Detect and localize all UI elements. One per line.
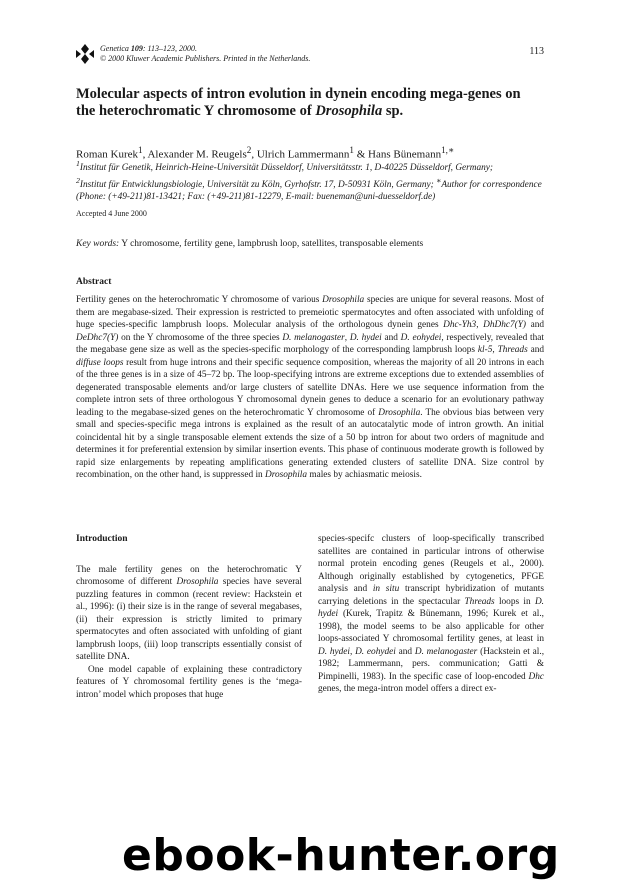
article-title — [76, 86, 546, 120]
introduction-heading: Introduction — [76, 534, 128, 544]
author-kurek: Roman Kurek — [76, 148, 139, 161]
affiliations — [76, 158, 556, 204]
intro-column-right — [318, 533, 544, 696]
affil-1: Institut für Genetik, Heinrich-Heine-Universität Düsseldorf, Universitätsstr. 1, D-40225 Düsseldorf, Germany; — [79, 163, 494, 174]
journal-name: Genetica — [100, 44, 129, 53]
affil-2-marker: 2 — [76, 175, 80, 185]
title-line-2-italic: Drosophila — [315, 103, 383, 119]
correspondence-marker: ∗ — [436, 175, 442, 185]
correspondence: Author for correspondence (Phone: (+49-211)81-13421; Fax: (+49-211)81-12279, E-mail: bueneman@uni-duesseldorf.de) — [76, 179, 542, 203]
keywords-text: Y chromosome, fertility gene, lampbrush loop, satellites, transposable elements — [119, 239, 424, 249]
intro-column-left — [76, 533, 302, 701]
journal-pages: : 113–123, 2000. — [142, 44, 197, 53]
author-lammermann: , Ulrich Lammermann — [251, 148, 350, 161]
author-reugels: , Alexander M. Reugels — [142, 148, 247, 161]
title-line-2-post: sp. — [382, 103, 404, 119]
title-line-2-pre: the heterochromatic Y chromosome of — [76, 103, 316, 119]
affil-2: Institut für Entwicklungsbiologie, Universität zu Köln, Gyrhofstr. 17, D-50931 Köln, Germany; — [79, 179, 437, 190]
accepted-date: Accepted 4 June 2000 — [76, 209, 147, 218]
abstract-body: Fertility genes on the heterochromatic Y chromosome of various Drosophila species are unique for several reasons. Most of them are megabase-sized. Their expression is restricted to premeiotic spermatocytes and often associated with unfolding of huge species-specific lampbrush loops. Molecular analysis of the orthologous dynein genes Dhc-Yh3, DhDhc7(Y) and DeDhc7(Y) on the Y chromosome of the three species D. melanogaster, D. hydei and D. eohydei, respectively, revealed that the megabase gene size as well as the species-specific morphology of the corresponding lampbrush loops kl-5, Threads and diffuse loops result from huge introns and their specific sequence composition, whereas the majority of all 20 introns in each of the three genes is in a size of 45–72 bp. The loop-specifying introns are extreme exceptions due to extended assemblies of degenerated transposable elements and/or large clusters of satellite DNAs. Here we use sequence information from the complete intron sets of three orthologous Y chromosomal dynein genes to deduce a scenario for an evolutionary pathway leading to the megabase-sized genes on the heterochromatic Y chromosome of Drosophila. The obvious bias between very small and species-specific mega introns is explained as the result of an autocatalytic mode of intron growth. An initial coincidental hit by a single transposable element extends the size of a 50 bp intron for about two orders of magnitude and determines it for preferential extension by similar insertion events. This phase of continuous moderate growth is followed by rapid size enlargements by repeating amplifications generating extended clusters of satellite DNA. Size control by recombination, on the other hand, is suppressed in Drosophila males by achiasmatic meiosis. — [76, 295, 545, 480]
journal-volume: 109 — [130, 44, 143, 53]
copyright-line: © 2000 Kluwer Academic Publishers. Printed in the Netherlands. — [100, 54, 311, 63]
keywords — [76, 239, 423, 249]
page-number: 113 — [529, 46, 544, 57]
intro-paragraph-2-continued: species-specifc clusters of loop-specifically transcribed satellites are contained in particular introns of otherwise normal protein encoding genes (Reugels et al., 2000). Although originally established by cytogenetics, PFGE analysis and in situ transcript hybridization of mutants carrying deletions in the spectacular Threads loops in D. hydei (Kurek, Trapitz & Bünemann, 1996; Kurek et al., 1998), the model seems to be also applicable for other loops-associated Y chromosomal fertility genes, at least in D. hydei, D. eohydei and D. melanogaster (Hackstein et al., 1982; Lammermann, pers. communication; Gatti & Pimpinelli, 1983). In the specific case of loop-encoded Dhc genes, the mega-intron model offers a direct ex- — [318, 534, 545, 694]
author-lammermann-affil: 1 — [349, 145, 354, 155]
intro-paragraph-1: The male fertility genes on the heterochromatic Y chromosome of different Drosophila species have several puzzling features in common (recent review: Hackstein et al., 1996): (i) their size is in the range of several megabases, (ii) their expression is strictly limited to primary spermatocytes and often associated with unfolding of giant lampbrush loops, (iii) loop transcripts essentially consist of satellite DNA. — [76, 564, 302, 662]
author-bunemann-affil: 1,∗ — [441, 145, 455, 155]
publisher-logo-icon — [76, 44, 94, 64]
affil-1-marker: 1 — [76, 159, 80, 168]
intro-paragraph-2: One model capable of explaining these contradictory features of Y chromosomal fertility genes is the ‘mega-intron’ model which proposes that huge — [76, 664, 302, 700]
abstract-heading: Abstract — [76, 277, 112, 287]
journal-citation — [100, 44, 310, 64]
keywords-label: Key words: — [76, 239, 120, 249]
watermark: ebook-hunter.org — [122, 830, 560, 881]
author-kurek-affil: 1 — [138, 145, 143, 155]
title-line-1: Molecular aspects of intron evolution in dynein encoding mega-genes on — [76, 86, 521, 102]
author-reugels-affil: 2 — [246, 145, 252, 155]
author-bunemann: & Hans Bünemann — [354, 148, 442, 161]
